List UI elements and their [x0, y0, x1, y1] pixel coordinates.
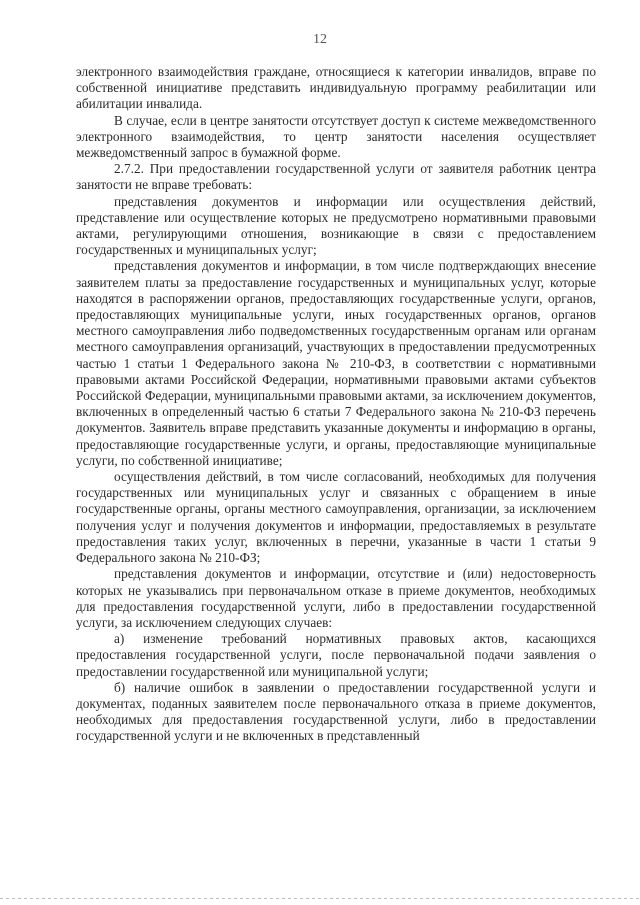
- paragraph: б) наличие ошибок в заявлении о предоставлении государственной услуги и документах, поданных заявителем после первоначального отказа в приеме документов, необходимых для предоставления государственной услуги, либо в предоставлении государственной услуги и не включенных в представленный: [76, 679, 596, 744]
- paragraph: 2.7.2. При предоставлении государственной услуги от заявителя работник центра занятости не вправе требовать:: [76, 161, 596, 193]
- document-body: [76, 64, 596, 745]
- paragraph: электронного взаимодействия граждане, относящиеся к категории инвалидов, вправе по собственной инициативе представить индивидуальную программу реабилитации или абилитации инвалида.: [76, 64, 596, 112]
- scan-bottom-edge: [0, 898, 640, 899]
- paragraph: представления документов и информации, в том числе подтверждающих внесение заявителем платы за предоставление государственных и муниципальных услуг, которые находятся в распоряжении органов, предоставляющих государственные услуги, органов, предоставляющих муниципальные услуги, иных государственных органов, органов местного самоуправления либо подведомственных государственным органам или органам местного самоуправления организаций, участвующих в предоставлении предусмотренных частью 1 статьи 1 Федерального закона № 210-ФЗ, в соответствии с нормативными правовыми актами Российской Федерации, нормативными правовыми актами субъектов Российской Федерации, муниципальными правовыми актами, за исключением документов, включенных в определенный частью 6 статьи 7 Федерального закона № 210-ФЗ перечень документов. Заявитель вправе представить указанные документы и информацию в органы, предоставляющие государственные услуги, и органы, предоставляющие муниципальные услуги, по собственной инициативе;: [76, 258, 596, 468]
- paragraph: осуществления действий, в том числе согласований, необходимых для получения государственных или муниципальных услуг и связанных с обращением в иные государственные органы, органы местного самоуправления, организации, за исключением получения услуг и получения документов и информации, предоставляемых в результате предоставления таких услуг, включенных в перечни, указанные в части 1 статьи 9 Федерального закона № 210-ФЗ;: [76, 469, 596, 566]
- paragraph: представления документов и информации, отсутствие и (или) недостоверность которых не указывались при первоначальном отказе в приеме документов, необходимых для предоставления государственной услуги, либо в предоставлении государственной услуги, за исключением следующих случаев:: [76, 566, 596, 630]
- paragraph: а) изменение требований нормативных правовых актов, касающихся предоставления государственной услуги, после первоначальной подачи заявления о предоставлении государственной или муниципальной услуги;: [76, 631, 596, 679]
- paragraph: В случае, если в центре занятости отсутствует доступ к системе межведомственного электронного взаимодействия, то центр занятости населения осуществляет межведомственный запрос в бумажной форме.: [76, 112, 596, 161]
- page-number: 12: [313, 32, 327, 47]
- paragraph: представления документов и информации или осуществления действий, представление или осуществление которых не предусмотрено нормативными правовыми актами, регулирующими отношения, возникающие в связи с предоставлением государственных и муниципальных услуг;: [76, 193, 596, 258]
